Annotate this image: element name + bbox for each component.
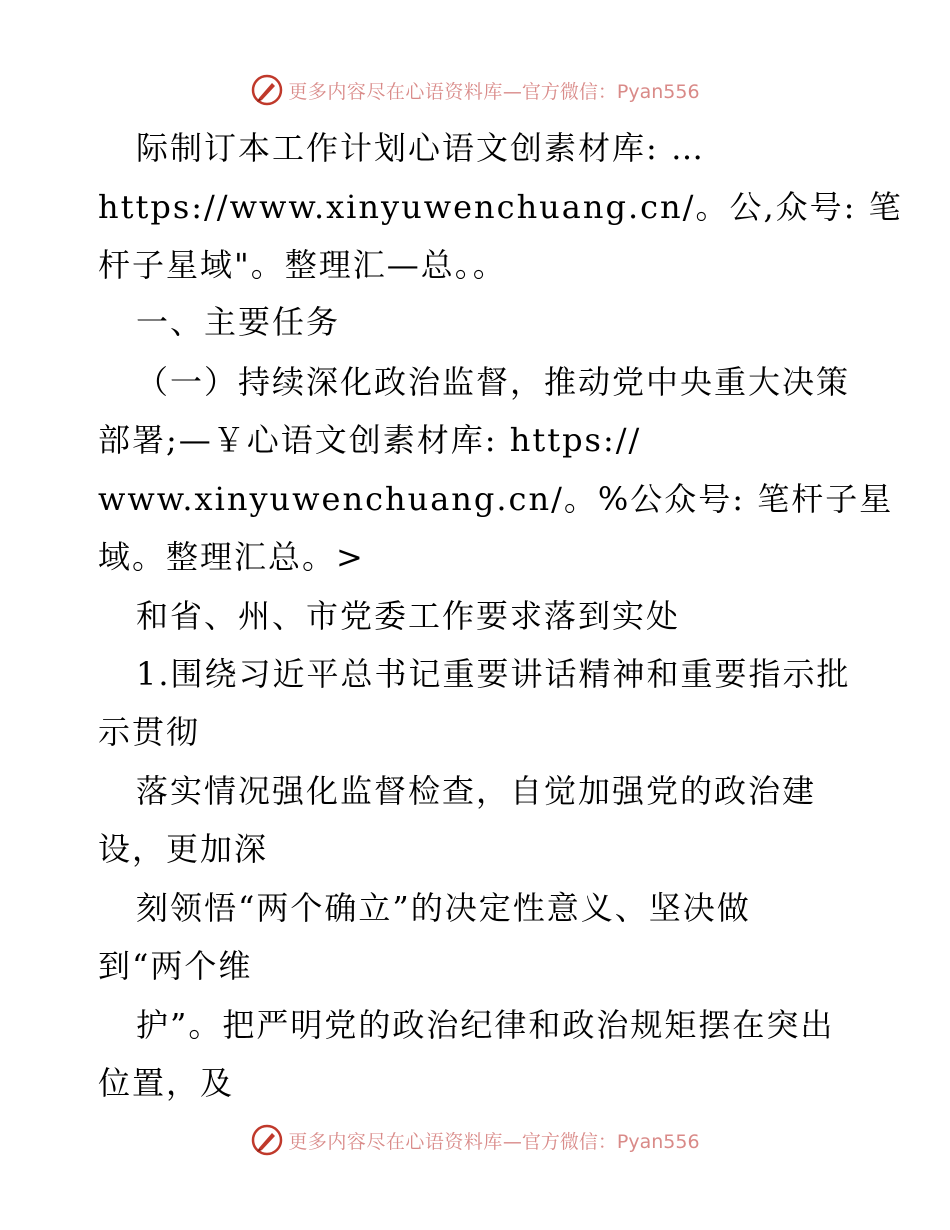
body-line-7: www.xinyuwenchuang.cn/。%公众号: 笔杆子星 <box>98 480 894 518</box>
banner-contact: —官方微信：Pyan556 <box>502 1130 700 1153</box>
body-line-13: 设，更加深 <box>98 830 269 868</box>
body-line-6: 部署;—￥心语文创素材库: https:// <box>98 421 642 459</box>
body-line-2: https://www.xinyuwenchuang.cn/。公,众号: 笔 <box>98 188 903 226</box>
body-line-9: 和省、州、市党委工作要求落到实处 <box>136 597 681 635</box>
section-heading: 一、主要任务 <box>136 303 341 341</box>
body-line-10: 1.围绕习近平总书记重要讲话精神和重要指示批 <box>136 655 851 693</box>
body-line-12: 落实情况强化监督检查，自觉加强党的政治建 <box>136 772 817 810</box>
body-line-5: （一）持续深化政治监督，推动党中央重大决策 <box>136 363 851 401</box>
body-line-16: 护”。把严明党的政治纪律和政治规矩摆在突出 <box>136 1006 835 1044</box>
body-line-1: 际制订本工作计划心语文创素材库: … <box>136 129 705 167</box>
header-watermark-banner <box>0 70 950 110</box>
body-line-14: 刻领悟“两个确立”的决定性意义、坚决做 <box>136 889 751 927</box>
fountain-pen-logo-icon <box>250 73 284 107</box>
fountain-pen-logo-icon <box>250 1123 284 1157</box>
banner-contact: —官方微信：Pyan556 <box>502 80 700 103</box>
body-line-3: 杆子星域"。整理汇—总。。 <box>98 246 507 284</box>
banner-text: 更多内容尽在心语资料库 <box>288 80 503 103</box>
body-line-17: 位置，及 <box>98 1064 235 1102</box>
body-line-11: 示贯彻 <box>98 713 201 751</box>
footer-watermark-banner <box>0 1120 950 1160</box>
banner-text: 更多内容尽在心语资料库 <box>288 1130 503 1153</box>
body-line-15: 到“两个维 <box>98 947 253 985</box>
body-line-8: 域。整理汇总。> <box>98 538 365 576</box>
